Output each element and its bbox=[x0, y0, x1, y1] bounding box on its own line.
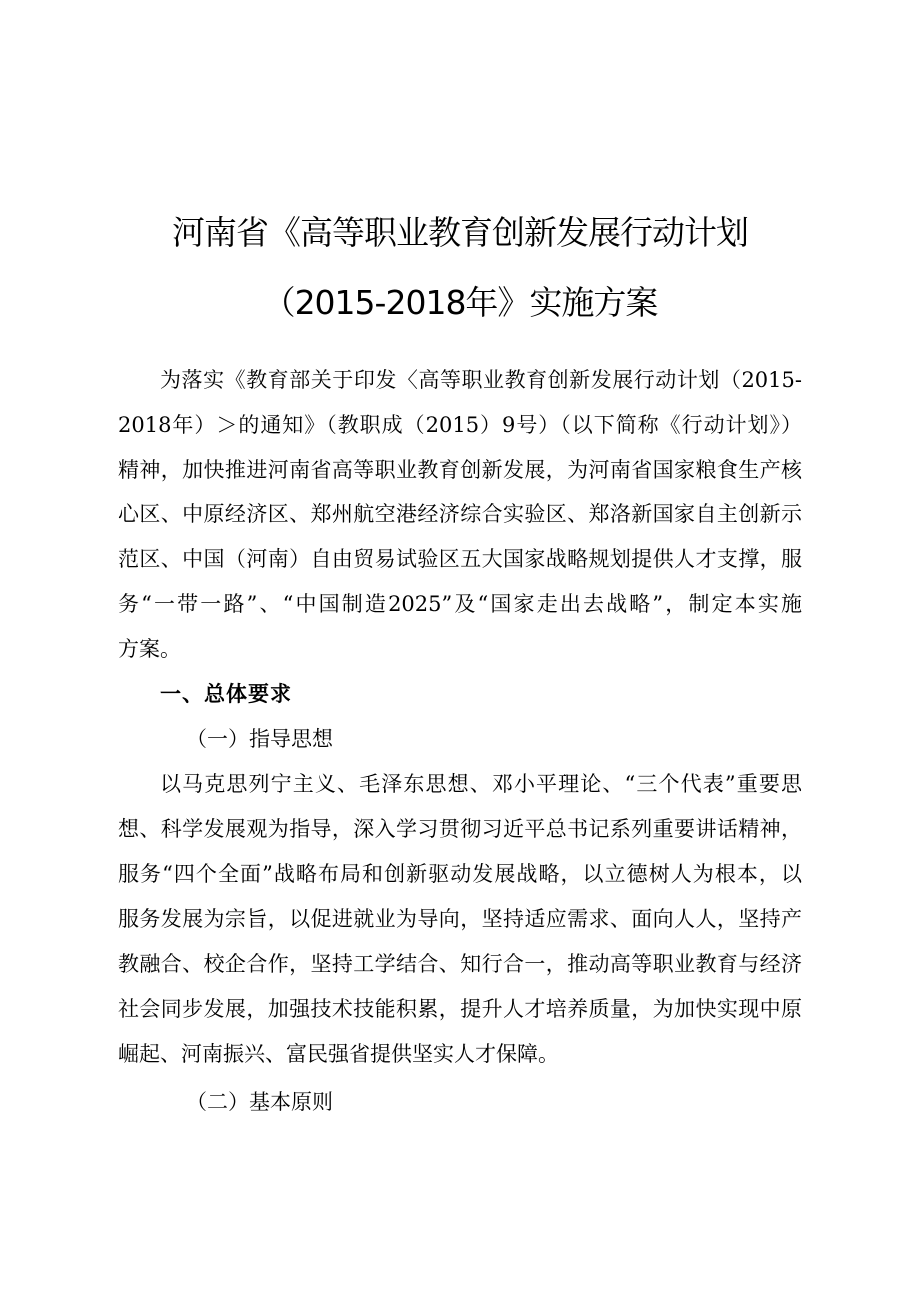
subsection-heading: （二）基本原则 bbox=[186, 1090, 333, 1114]
guiding-paragraph-line: 崛起、河南振兴、富民强省提供坚实人才保障。 bbox=[118, 1042, 559, 1066]
intro-paragraph-line: 精神，加快推进河南省高等职业教育创新发展，为河南省国家粮食生产核 bbox=[118, 458, 802, 482]
intro-paragraph-line: 务“一带一路”、“中国制造2025”及“国家走出去战略”，制定本实施 bbox=[118, 592, 802, 616]
guiding-paragraph-line: 服务“四个全面”战略布局和创新驱动发展战略，以立德树人为根本，以 bbox=[118, 862, 802, 886]
intro-paragraph-line: 方案。 bbox=[118, 637, 181, 661]
document-title-line-2: （2015-2018年》实施方案 bbox=[262, 283, 658, 322]
guiding-paragraph-line: 以马克思列宁主义、毛泽东思想、邓小平理论、“三个代表”重要思 bbox=[160, 772, 802, 796]
intro-paragraph-line: 范区、中国（河南）自由贸易试验区五大国家战略规划提供人才支撑，服 bbox=[118, 547, 802, 571]
subsection-heading: （一）指导思想 bbox=[186, 727, 333, 751]
guiding-paragraph-line: 想、科学发展观为指导，深入学习贯彻习近平总书记系列重要讲话精神， bbox=[118, 817, 802, 841]
guiding-paragraph-line: 社会同步发展，加强技术技能积累，提升人才培养质量，为加快实现中原 bbox=[118, 997, 802, 1021]
intro-paragraph-line: 心区、中原经济区、郑州航空港经济综合实验区、郑洛新国家自主创新示 bbox=[118, 502, 802, 526]
intro-paragraph-line: 2018年）＞的通知》（教职成（2015）9号）（以下简称《行动计划》） bbox=[118, 413, 802, 437]
guiding-paragraph-line: 教融合、校企合作，坚持工学结合、知行合一，推动高等职业教育与经济 bbox=[118, 952, 802, 976]
section-heading: 一、总体要求 bbox=[160, 682, 292, 706]
intro-paragraph-line: 为落实《教育部关于印发〈高等职业教育创新发展行动计划（2015- bbox=[160, 368, 802, 392]
guiding-paragraph-line: 服务发展为宗旨，以促进就业为导向，坚持适应需求、面向人人，坚持产 bbox=[118, 907, 802, 931]
document-title-line-1: 河南省《高等职业教育创新发展行动计划 bbox=[172, 213, 748, 252]
